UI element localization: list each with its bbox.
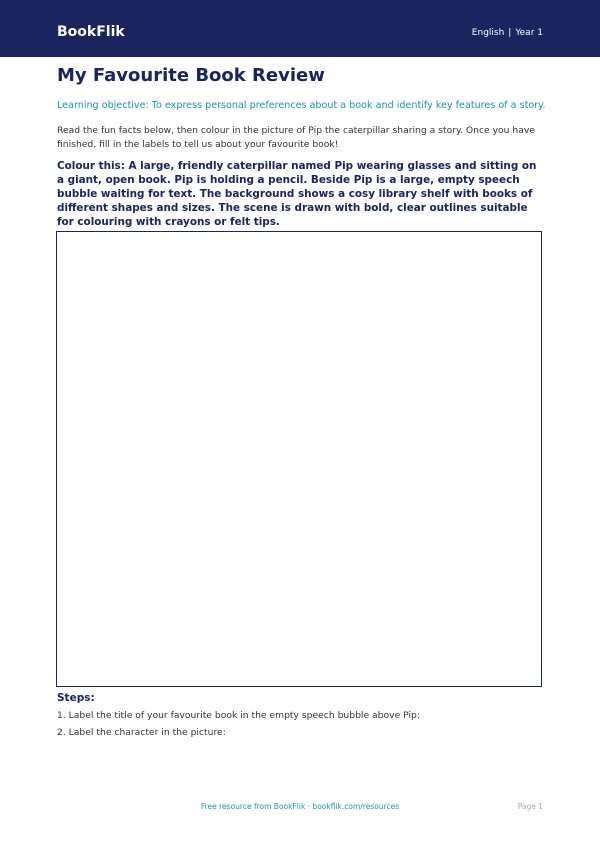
steps-list bbox=[57, 710, 547, 744]
footer-credit[interactable]: Free resource from BookFlik · bookflik.com/resources bbox=[200, 802, 400, 811]
intro-text: Read the fun facts below, then colour in the picture of Pip the caterpillar sharing a story. Once you have finished, fill in the labels to tell us about your favourite book! bbox=[57, 125, 535, 150]
subject-label: English bbox=[471, 28, 505, 38]
colouring-instructions: Colour this: A large, friendly caterpillar named Pip wearing glasses and sitting on a giant, open book. Pip is holding a pencil. Beside Pip is a large, empty speech bubble waiting for text. The background shows a cosy library shelf with books of different shapes and sizes. The scene is drawn with bold, clear outlines suitable for colouring with crayons or felt tips. bbox=[57, 160, 537, 228]
step-item: 1. Label the title of your favourite book in the empty speech bubble above Pip: bbox=[57, 710, 420, 721]
year-label: Year 1 bbox=[515, 28, 543, 38]
header-separator: | bbox=[508, 28, 512, 38]
brand-logo: BookFlik bbox=[57, 24, 125, 40]
step-item: 2. Label the character in the picture: bbox=[57, 727, 226, 738]
page-number: Page 1 bbox=[517, 802, 543, 811]
page-header bbox=[0, 0, 600, 57]
page-title: My Favourite Book Review bbox=[57, 65, 325, 86]
steps-heading: Steps: bbox=[57, 692, 95, 704]
learning-objective: Learning objective: To express personal preferences about a book and identify key features of a story. bbox=[57, 100, 546, 111]
subject-year-label bbox=[472, 27, 543, 39]
colouring-picture-area[interactable] bbox=[56, 231, 542, 687]
